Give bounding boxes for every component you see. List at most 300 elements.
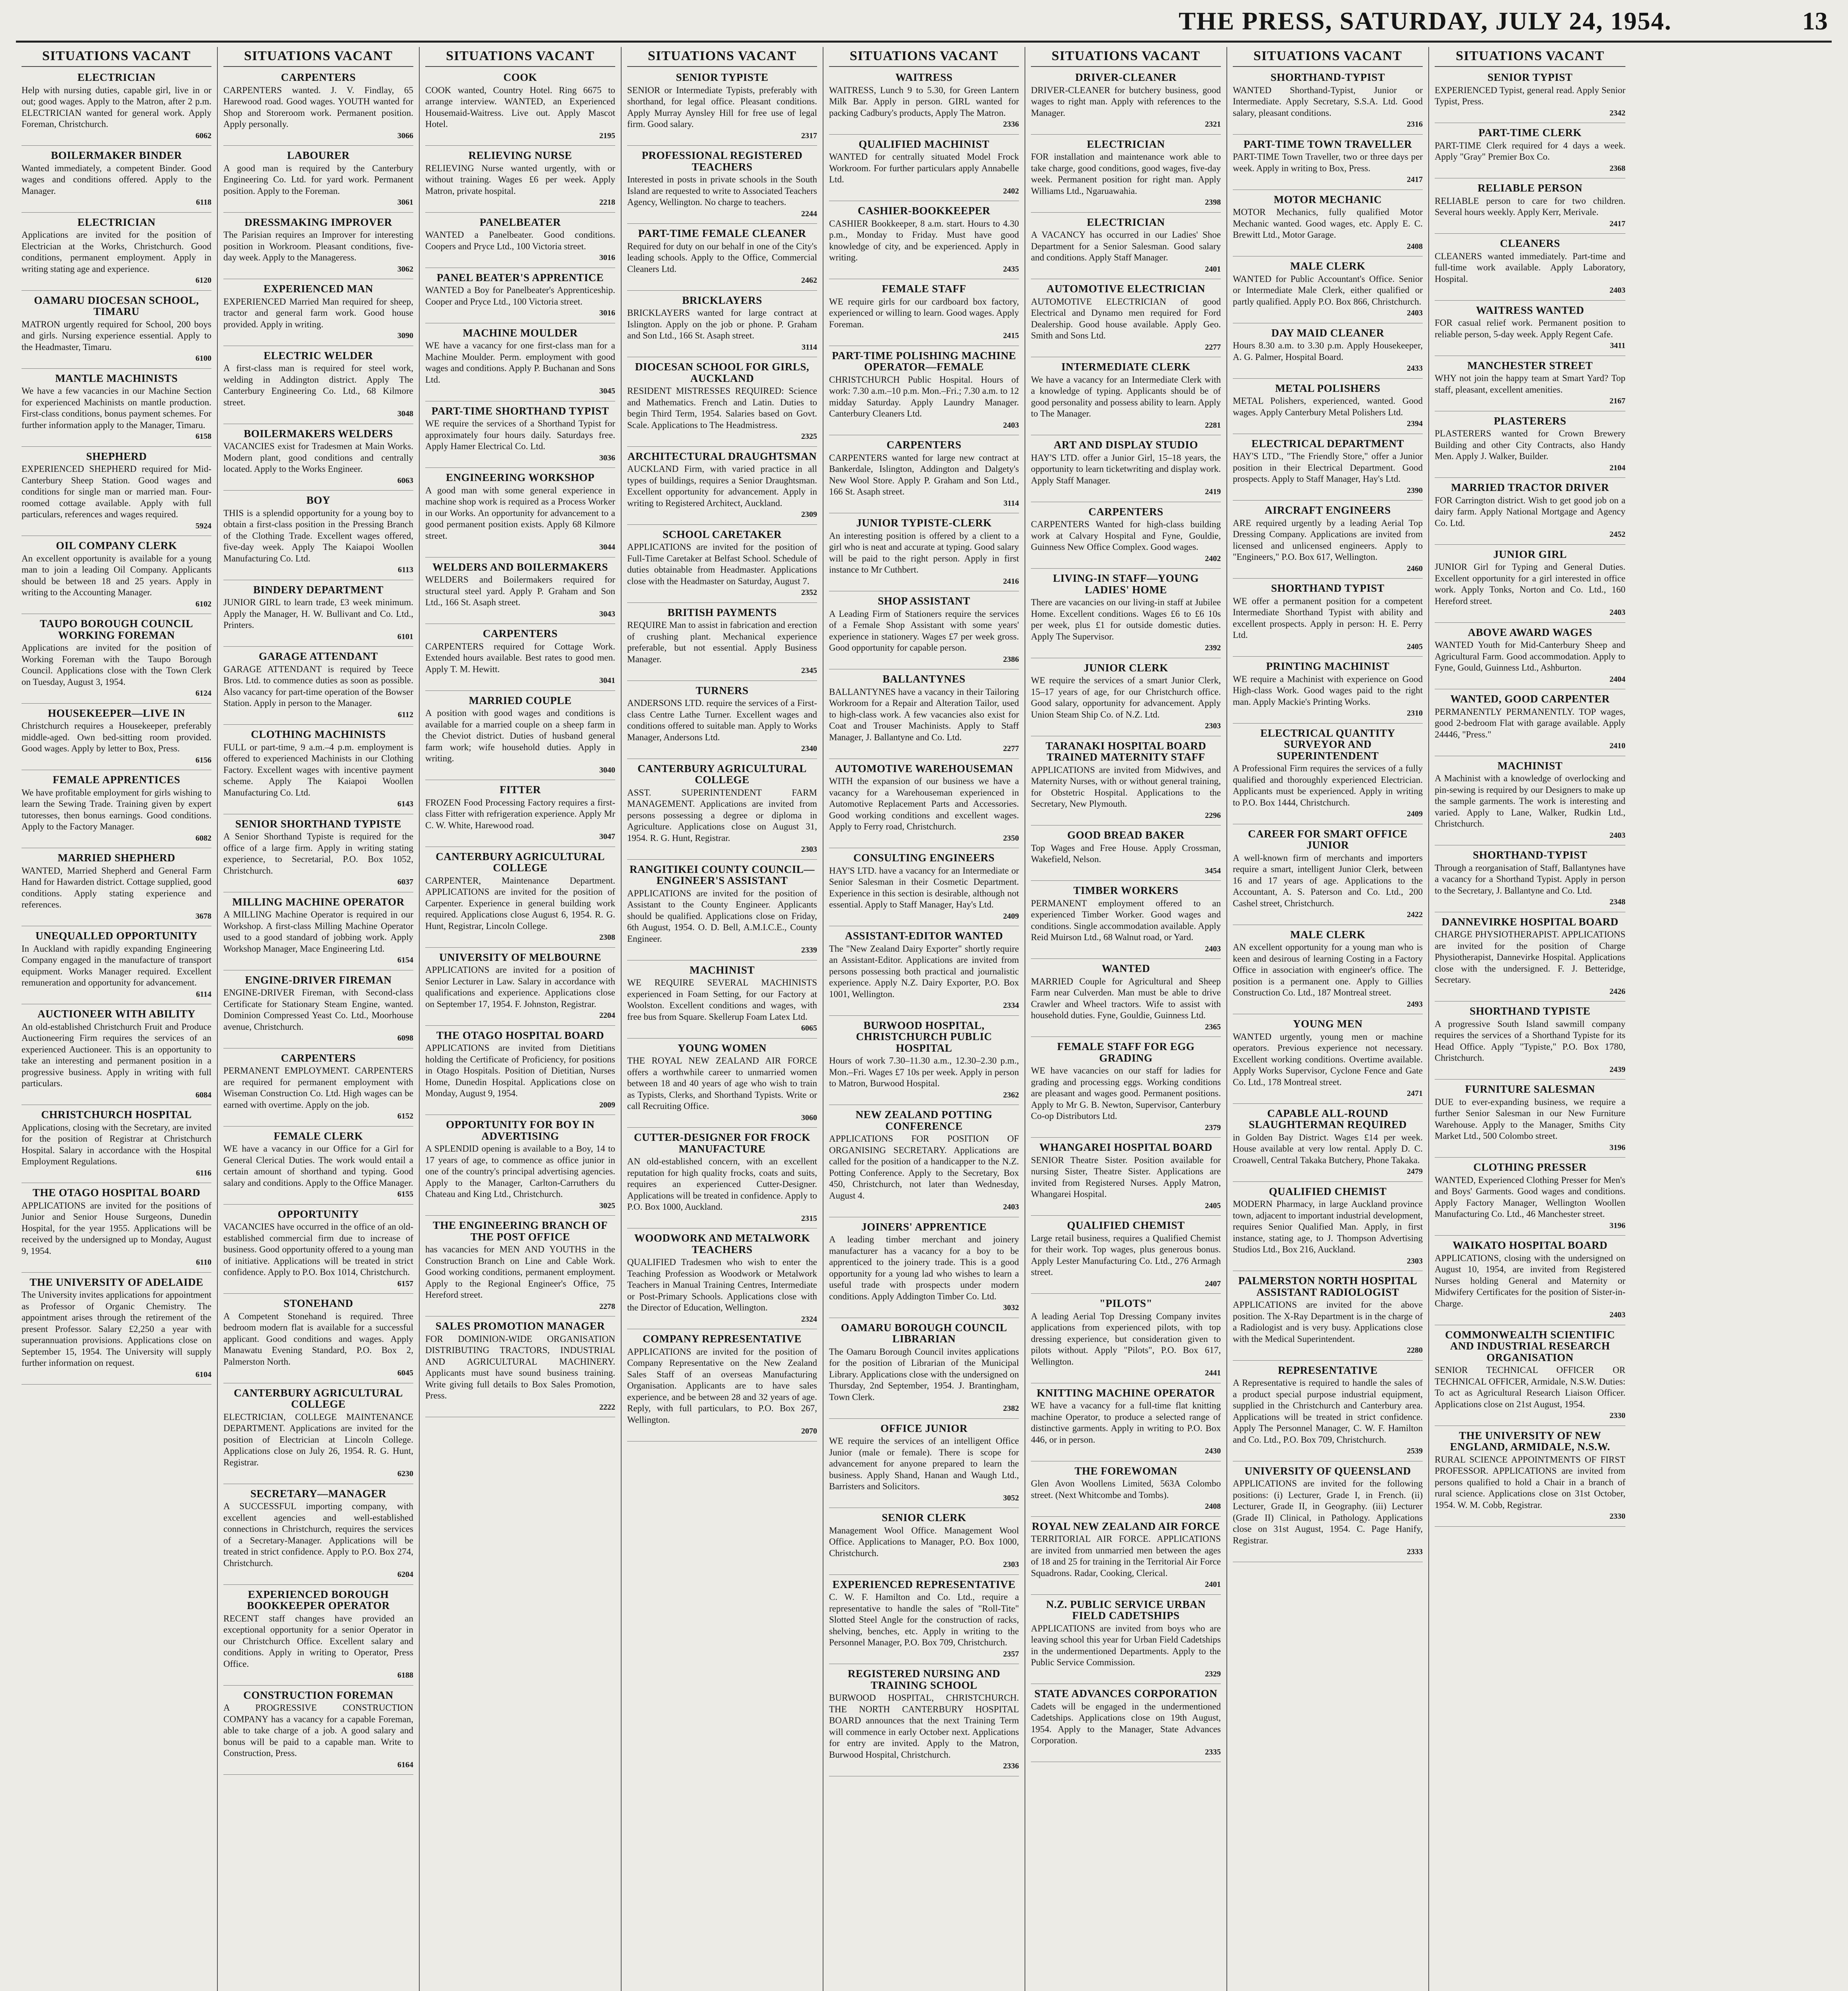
ad-body: APPLICATIONS are invited for the above position. The X-Ray Department is in the charge of a Radiologist and is very busy. Applications close with the Medical Superintendent. (1233, 1300, 1423, 1344)
ad-title: OPPORTUNITY FOR BOY IN ADVERTISING (446, 1119, 595, 1142)
ad-reference-number: 2417 (1407, 175, 1423, 184)
ad-title: CONSULTING ENGINEERS (853, 852, 995, 864)
ad-title: SENIOR CLERK (882, 1512, 966, 1524)
ad-title: AIRCRAFT ENGINEERS (1265, 504, 1391, 516)
classified-ad (829, 517, 1019, 591)
classified-ad (1233, 661, 1423, 724)
ad-reference-number: 6065 (801, 1024, 817, 1033)
column-heading: SITUATIONS VACANT (223, 49, 413, 67)
classified-ad (425, 1320, 615, 1417)
classified-ad (223, 651, 413, 725)
ad-title: FITTER (499, 784, 541, 796)
ad-title: COMMONWEALTH SCIENTIFIC AND INDUSTRIAL RESEARCH ORGANISATION (1445, 1328, 1615, 1363)
classified-ad (425, 561, 615, 624)
ad-title: CLEANERS (1500, 237, 1561, 249)
ad-body: PLASTERERS wanted for Crown Brewery Building and other City Contracts, also Handy Men. Apply J. Walker, Builder. (1435, 428, 1625, 461)
ad-title: TURNERS (696, 684, 749, 696)
ad-title: PART-TIME FEMALE CLEANER (638, 227, 806, 239)
ad-title: CARPENTERS (886, 439, 962, 451)
ad-reference-number: 3678 (196, 911, 211, 921)
ad-body: FROZEN Food Processing Factory requires a first-class Fitter with refrigeration experience. Apply Mr C. W. White, Harewood road. (425, 797, 615, 830)
ad-title: ELECTRICIAN (77, 71, 156, 83)
ad-body: An excellent opportunity is available for a young man to join a leading Oil Company. Applicants should be between 18 and 25 years. Apply in writing to the Accounting Manager. (22, 553, 211, 597)
ad-title: SALES PROMOTION MANAGER (435, 1320, 605, 1332)
ad-title: HOUSEKEEPER—LIVE IN (48, 707, 185, 719)
ad-body: FOR casual relief work. Permanent position to reliable person, 5-day week. Apply Regent Cafe. (1435, 318, 1625, 339)
ad-reference-number: 2402 (1003, 186, 1019, 196)
ad-reference-number: 2104 (1609, 463, 1625, 472)
classified-ad (1435, 760, 1625, 846)
classified-ad (829, 1109, 1019, 1217)
ad-title: MARRIED TRACTOR DRIVER (1451, 481, 1609, 493)
ad-reference-number: 3052 (1003, 1493, 1019, 1502)
ad-title: PART-TIME TOWN TRAVELLER (1243, 138, 1412, 150)
classified-ad (1031, 1688, 1221, 1762)
ad-title: UNIVERSITY OF QUEENSLAND (1244, 1465, 1411, 1477)
classified-ad (1233, 1186, 1423, 1271)
ad-body: SENIOR Theatre Sister. Position available for nursing Sister, Theatre Sister. Applications are invited from Registered Nurses. Apply Matron, Whangarei Hospital. (1031, 1155, 1221, 1199)
ad-reference-number: 2330 (1609, 1512, 1625, 1521)
ad-reference-number: 2296 (1205, 811, 1221, 820)
classified-ad (1031, 1387, 1221, 1461)
ad-body: Large retail business, requires a Qualified Chemist for their work. Top wages, plus generous bonus. Apply Lester Manufacturing Co. Ltd., 276 Armagh street. (1031, 1233, 1221, 1277)
ad-body: Christchurch requires a Housekeeper, preferably middle-aged. Own bed-sitting room provided. Good wages. Apply by letter to Box, Press. (22, 721, 211, 753)
ad-title: SCHOOL CARETAKER (662, 528, 782, 540)
ad-reference-number: 2329 (1205, 1669, 1221, 1678)
ad-reference-number: 2281 (1205, 420, 1221, 430)
ad-body: WANTED for Public Accountant's Office. Senior or Intermediate Male Clerk, either qualified or partly qualified. Apply P.O. Box 866, Christchurch. (1233, 274, 1423, 307)
ad-reference-number: 6157 (397, 1279, 413, 1288)
classified-ad (425, 217, 615, 268)
ad-title: QUALIFIED CHEMIST (1067, 1219, 1185, 1231)
ad-title: REPRESENTATIVE (1278, 1364, 1378, 1376)
classified-ad (1233, 260, 1423, 323)
ad-reference-number: 2422 (1407, 910, 1423, 919)
ad-title: CARPENTERS (281, 71, 356, 83)
classified-ad (1233, 1275, 1423, 1361)
ad-body: An interesting position is offered by a client to a girl who is neat and accurate at typing. Good salary will be paid to the right person. Apply in first instance to Mr Cuthbert. (829, 530, 1019, 575)
ad-body: BURWOOD HOSPITAL, CHRISTCHURCH. THE NORTH CANTERBURY HOSPITAL BOARD announces that the next Training Term will commence in early October next. Applications for entry are invited. Apply to the Matron, Burwood Hospital, Christchurch. (829, 1693, 1019, 1760)
ad-reference-number: 6102 (196, 599, 211, 608)
ad-title: NEW ZEALAND POTTING CONFERENCE (855, 1109, 993, 1132)
ad-reference-number: 6143 (397, 800, 413, 808)
ad-reference-number: 6113 (398, 565, 413, 574)
ad-body: CHRISTCHURCH Public Hospital. Hours of work: 7.30 a.m.–10 p.m. Mon.–Fri.; 7.30 a.m. to 12 midday Saturday. Apply Laundry Manager. Canterbury Cleaners Ltd. (829, 374, 1019, 419)
classified-ad (1435, 1005, 1625, 1080)
ad-body: A SPLENDID opening is available to a Boy, 14 to 17 years of age, to commence as office junior in one of the country's principal advertising agencies. Apply to the Manager, Carlton-Carruthers du Chateau and King Ltd., Christchurch. (425, 1144, 615, 1199)
ad-title: STONEHAND (283, 1297, 354, 1309)
ad-title: N.Z. PUBLIC SERVICE URBAN FIELD CADETSHIPS (1046, 1598, 1206, 1621)
ad-reference-number: 2439 (1609, 1065, 1625, 1074)
ad-reference-number: 2350 (1003, 833, 1019, 843)
ad-body: BALLANTYNES have a vacancy in their Tailoring Workroom for a Repair and Alteration Tailor, used to high-class work. A few vacancies also exist for Coat and Trouser Machinists. Apply to Staff Manager, J. Ballantyne and Co. Ltd. (829, 686, 1019, 742)
classified-ad (223, 495, 413, 580)
ad-body: METAL Polishers, experienced, wanted. Good wages. Apply Canterbury Metal Polishers Ltd. (1233, 396, 1423, 417)
ad-title: MARRIED COUPLE (469, 694, 572, 706)
ad-body: APPLICATIONS are invited for the following positions: (i) Lecturer, Grade I, in French. (ii) Lecturer, Grade II, in Geography. (iii) Lecturer (Grade II) Clinical, in Pathology. Applications close on 31st August, 1954. C. Page Hanify, Registrar. (1233, 1479, 1423, 1545)
ad-reference-number: 6188 (397, 1671, 413, 1680)
classified-ad (425, 472, 615, 557)
ad-reference-number: 2409 (1003, 911, 1019, 921)
ad-body: A leading timber merchant and joinery manufacturer has a vacancy for a boy to be apprenticed to the joinery trade. This is a good opportunity for a young lad who wishes to learn a useful trade with prospects under modern conditions. Apply Addington Timber Co. Ltd. (829, 1234, 1019, 1301)
ad-body: MARRIED Couple for Agricultural and Sheep Farm near Culverden. Man must be able to drive Crawler and Wheel tractors. Wife to assist with household duties. Fyne, Gouldie, Guinness Ltd. (1031, 976, 1221, 1020)
ad-reference-number: 2386 (1003, 655, 1019, 664)
ad-reference-number: 2321 (1205, 120, 1221, 129)
classified-ad (1031, 1599, 1221, 1684)
ad-title: CARPENTERS (483, 628, 558, 640)
ad-body: Applications, closing with the Secretary, are invited for the position of Registrar at Christchurch Hospital. Salary in accordance with the Hospital Employment Regulations. (22, 1122, 211, 1166)
ad-body: APPLICATIONS are invited for the position of Full-Time Caretaker at Belfast School. Schedule of duties obtainable from Headmaster. Applications close with the Headmaster on Saturday, August 7. (627, 542, 817, 586)
ad-reference-number: 2335 (1205, 1747, 1221, 1756)
ad-title: SENIOR TYPISTE (676, 71, 769, 83)
ad-body: WANTED for centrally situated Model Frock Workroom. For further particulars apply Annabelle Ltd. (829, 152, 1019, 184)
classified-ad (1435, 182, 1625, 234)
ad-body: WE have a vacancy for one first-class man for a Machine Moulder. Perm. employment with good wages and conditions. Apply P. Buchanan and Sons Ltd. (425, 340, 615, 385)
ad-body: WANTED Youth for Mid-Canterbury Sheep and Agricultural Farm. Good accommodation. Apply to Fyne, Gould, Guinness Ltd., Ashburton. (1435, 640, 1625, 673)
column-heading: SITUATIONS VACANT (1031, 49, 1221, 67)
ad-title: LIVING-IN STAFF—YOUNG LADIES' HOME (1053, 572, 1199, 596)
classified-ad (1435, 549, 1625, 623)
ad-reference-number: 6098 (397, 1034, 413, 1042)
ad-title: BOILERMAKERS WELDERS (244, 427, 393, 440)
ad-title: WAITRESS WANTED (1476, 304, 1584, 316)
classified-ad (425, 695, 615, 780)
ad-body: Required for duty on our behalf in one of the City's leading schools. Apply to the Office, Commercial Cleaners Ltd. (627, 241, 817, 274)
ad-body: Management Wool Office. Management Wool Office. Applications to Manager, P.O. Box 1000, Christchurch. (829, 1525, 1019, 1558)
ad-reference-number: 3090 (397, 331, 413, 340)
ad-body: A Machinist with a knowledge of overlocking and pin-sewing is required by our Designers to make up the sample garments. The work is interesting and varied. Apply to Lane, Walker, Rudkin Ltd., Christchurch. (1435, 773, 1625, 829)
classified-ad (627, 763, 817, 860)
classified-ad (1031, 72, 1221, 135)
classified-ad (627, 1132, 817, 1228)
classified-ad (1031, 1142, 1221, 1216)
classified-ad (425, 1220, 615, 1316)
classified-ad (627, 607, 817, 681)
ad-body: CARPENTERS wanted. J. V. Findlay, 65 Harewood road. Good wages. YOUTH wanted for Shop and Storeroom work. Permanent position. Apply personally. (223, 85, 413, 129)
ad-reference-number: 2404 (1609, 675, 1625, 684)
ad-body: Help with nursing duties, capable girl, live in or out; good wages. Apply to the Matron, after 2 p.m. ELECTRICIAN wanted for general work. Apply Foreman, Christchurch. (22, 85, 211, 129)
classified-ad (829, 673, 1019, 759)
ad-reference-number: 6204 (397, 1570, 413, 1579)
ad-body: The Parisian requires an Improver for interesting position in Workroom. Pleasant conditions, five-day week. Apply to the Manageress. (223, 230, 413, 262)
classified-ad (425, 150, 615, 213)
ad-reference-number: 6158 (196, 432, 211, 441)
ad-title: THE UNIVERSITY OF NEW ENGLAND, ARMIDALE, N.S.W. (1450, 1429, 1610, 1453)
classified-ad (223, 896, 413, 970)
ad-body: A first-class man is required for steel work, welding in Addington district. Apply The Canterbury Engineering Co. Ltd., 68 Kilmore street. (223, 363, 413, 407)
ad-reference-number: 2277 (1003, 744, 1019, 753)
classified-ad (1435, 849, 1625, 912)
column-heading: SITUATIONS VACANT (627, 49, 817, 67)
ad-reference-number: 6156 (196, 755, 211, 765)
ad-reference-number: 2362 (1003, 1090, 1019, 1099)
ad-reference-number: 2471 (1407, 1089, 1423, 1098)
ad-body: EXPERIENCED Married Man required for sheep, tractor and general farm work. Good house provided. Apply in writing. (223, 296, 413, 329)
ad-reference-number: 6104 (196, 1370, 211, 1379)
ad-title: THE OTAGO HOSPITAL BOARD (436, 1029, 604, 1041)
ad-body: MODERN Pharmacy, in large Auckland province town, adjacent to important industrial development, requires Senior Qualified Man. Apply, in first instance, stating age, to J. Thompson Advertising Studios Ltd., Box 216, Auckland. (1233, 1199, 1423, 1254)
classified-ad (1435, 305, 1625, 356)
ad-reference-number: 2403 (1609, 608, 1625, 617)
ad-reference-number: 2336 (1003, 1762, 1019, 1770)
classified-ad (1031, 740, 1221, 826)
classified-ad (1031, 1465, 1221, 1517)
ad-title: PROFESSIONAL REGISTERED TEACHERS (641, 149, 803, 173)
ad-body: RELIEVING Nurse wanted urgently, with or without training. Wages £6 per week. Apply Matron, private hospital. (425, 163, 615, 196)
ad-title: SENIOR SHORTHAND TYPISTE (235, 818, 402, 830)
ad-title: PART-TIME CLERK (1478, 127, 1582, 139)
ad-title: REGISTERED NURSING AND TRAINING SCHOOL (847, 1668, 1001, 1691)
ad-body: FOR Carrington district. Wish to get good job on a dairy farm. Apply National Mortgage and Agency Co. Ltd. (1435, 495, 1625, 528)
column-heading: SITUATIONS VACANT (1435, 49, 1625, 67)
ad-title: TIMBER WORKERS (1073, 884, 1179, 896)
classified-ad (1233, 728, 1423, 824)
classified-ad (829, 1579, 1019, 1664)
ad-title: PART-TIME SHORTHAND TYPIST (431, 405, 609, 417)
ad-body: A Competent Stonehand is required. Three bedroom modern flat is available for a successful applicant. Good conditions and wages. Apply Manawatu Evening Standard, P.O. Box 2, Palmerston North. (223, 1311, 413, 1367)
ad-title: JUNIOR GIRL (1493, 548, 1567, 560)
classified-ad (829, 1423, 1019, 1508)
classified-ad (627, 295, 817, 358)
ad-title: SECRETARY—MANAGER (250, 1487, 387, 1500)
ad-body: ASST. SUPERINTENDENT FARM MANAGEMENT. Applications are invited from persons possessing a degree or diploma in Agriculture. Applications close on August 31, 1954. R. G. Hunt, Registrar. (627, 787, 817, 843)
ad-title: COMPANY REPRESENTATIVE (642, 1333, 802, 1345)
ad-body: The "New Zealand Dairy Exporter" shortly require an Assistant-Editor. Applications are invited from persons possessing both practical and journalistic experience. Apply N.Z. Dairy Exporter, P.O. Box 1001, Wellington. (829, 943, 1019, 999)
ad-title: MACHINIST (1497, 759, 1563, 772)
ad-title: SHOP ASSISTANT (878, 595, 970, 607)
ad-reference-number: 2410 (1609, 741, 1625, 750)
classified-ad (1233, 929, 1423, 1015)
ad-body: WE require the services of a smart Junior Clerk, 15–17 years of age, for our Christchurch office. Good salary, opportunity for advancement. Apply Union Steam Ship Co. of N.Z. Ltd. (1031, 675, 1221, 720)
classified-ad (1233, 139, 1423, 190)
classified-ad (223, 974, 413, 1048)
ad-title: BINDERY DEPARTMENT (253, 583, 384, 596)
classified-ad (223, 1130, 413, 1205)
ad-body: WANTED, Married Shepherd and General Farm Hand for Hawarden district. Cottage supplied, good conditions. Apply stating experience and references. (22, 865, 211, 909)
ad-title: DIOCESAN SCHOOL FOR GIRLS, AUCKLAND (635, 361, 810, 384)
column-heading: SITUATIONS VACANT (1233, 49, 1423, 67)
classified-ad (829, 930, 1019, 1016)
classified-ad (1435, 415, 1625, 478)
ad-title: LABOURER (287, 149, 350, 161)
ad-body: FOR DOMINION-WIDE ORGANISATION DISTRIBUTING TRACTORS, INDUSTRIAL AND AGRICULTURAL MACHINERY. Applicants must have sound business training. Write giving full details to Box Sales Promotion, Press. (425, 1334, 615, 1400)
ad-reference-number: 2303 (1003, 1560, 1019, 1569)
classified-ad (22, 852, 211, 926)
ad-body: APPLICATIONS are invited for the position of Company Representative on the New Zealand Sales Staff of an overseas Manufacturing Organisation. Applicants are to have sales experience, and be between 28 and 32 years of age. Reply, with full particulars, to P.O. Box 267, Wellington. (627, 1346, 817, 1425)
ad-body: ELECTRICIAN, COLLEGE MAINTENANCE DEPARTMENT. Applications are invited for the position of Electrician at Lincoln College. Applications close on July 26, 1954. R. G. Hunt, Registrar. (223, 1412, 413, 1467)
ad-body: A Professional Firm requires the services of a fully qualified and thoroughly experienced Electrician. Applicants must be experienced. Apply in writing to P.O. Box 1444, Christchurch. (1233, 763, 1423, 808)
ad-body: in Golden Bay District. Wages £14 per week. House available at very low rental. Apply D. C. Croawell, Central Takaka Butchery, Phone Takaka. (1233, 1132, 1423, 1165)
ad-title: MILLING MACHINE OPERATOR (232, 896, 405, 908)
ad-reference-number: 6045 (397, 1369, 413, 1377)
ad-reference-number: 2218 (599, 198, 615, 207)
ad-reference-number: 6155 (397, 1190, 413, 1199)
classified-ad (425, 272, 615, 323)
ad-title: DRIVER-CLEANER (1075, 71, 1177, 83)
ad-body: A VACANCY has occurred in our Ladies' Shoe Department for a Senior Salesman. Good salary and conditions. Apply Staff Manager. (1031, 230, 1221, 262)
classified-ad (1031, 573, 1221, 658)
ad-title: DAY MAID CLEANER (1271, 327, 1385, 339)
ad-reference-number: 2333 (1407, 1547, 1423, 1556)
ad-body: CARPENTER, Maintenance Department. APPLICATIONS are invited for the position of Carpenter. Experience in general building work required. Applications close August 6, 1954. R. G. Hunt, Registrar, Lincoln College. (425, 875, 615, 931)
ad-reference-number: 2365 (1205, 1022, 1221, 1031)
ad-body: A MILLING Machine Operator is required in our Workshop. A first-class Milling Machine Operator used to a good standard of jobbing work. Apply Workshop Manager, Mace Engineering Ltd. (223, 909, 413, 954)
ad-title: WAITRESS (895, 71, 953, 83)
classified-ad (829, 205, 1019, 279)
ad-reference-number: 3044 (599, 543, 615, 552)
ad-body: WANTED urgently, young men or machine operators. Previous experience not necessary. Excellent working conditions. Overtime available. Apply Works Supervisor, Cyclone Fence and Gate Co. Ltd., 178 Montreal street. (1233, 1031, 1423, 1087)
ad-reference-number: 3454 (1205, 866, 1221, 875)
ad-body: C. W. F. Hamilton and Co. Ltd., require a representative to handle the sales of "Roll-Tite" Slotted Steel Angle for the construction of racks, shelving, benches, etc. Apply in writing to the Personnel Manager, P.O. Box 709, Christchurch. (829, 1592, 1019, 1647)
classified-ad (1233, 327, 1423, 379)
ad-body: WANTED a Panelbeater. Good conditions. Coopers and Pryce Ltd., 100 Victoria street. (425, 230, 615, 251)
ad-title: WELDERS AND BOILERMAKERS (432, 561, 608, 573)
ad-body: CLEANERS wanted immediately. Part-time and full-time work available. Apply Laboratory, Hospital. (1435, 251, 1625, 284)
ad-reference-number: 2303 (1407, 1256, 1423, 1265)
classified-ad (1435, 482, 1625, 545)
ad-title: OIL COMPANY CLERK (56, 540, 177, 552)
ad-reference-number: 2330 (1609, 1411, 1625, 1420)
ad-body: WE REQUIRE SEVERAL MACHINISTS experienced in Foam Setting, for our Factory at Woolston. Excellent conditions and wages, with free bus from Square. Skellerup Foam Latex Ltd. (627, 978, 817, 1022)
classified-ad (829, 595, 1019, 669)
classified-ad (627, 864, 817, 960)
ad-body: WHY not join the happy team at Smart Yard? Top staff, pleasant, excellent amenities. (1435, 373, 1625, 395)
classified-ad (1031, 506, 1221, 569)
classified-ad (223, 1690, 413, 1775)
ad-body: Hours of work 7.30–11.30 a.m., 12.30–2.30 p.m., Mon.–Fri. Wages £7 10s per week. Apply in person to Matron, Burwood Hospital. (829, 1056, 1019, 1088)
ad-reference-number: 6114 (196, 990, 211, 999)
ad-reference-number: 2070 (801, 1427, 817, 1436)
classified-ad (425, 405, 615, 468)
ad-reference-number: 3114 (1003, 499, 1019, 508)
ad-title: CANTERBURY AGRICULTURAL COLLEGE (234, 1387, 403, 1410)
ad-reference-number: 3062 (397, 264, 413, 274)
ad-reference-number: 2401 (1205, 264, 1221, 274)
ad-body: In Auckland with rapidly expanding Engineering Company engaged in the manufacture of transport equipment. Works Manager required. Excellent remuneration and opportunity for advancement. (22, 943, 211, 988)
classified-ad (22, 930, 211, 1004)
ad-reference-number: 6112 (398, 710, 413, 719)
ad-reference-number: 6120 (196, 276, 211, 285)
classified-ad (1031, 283, 1221, 357)
ad-body: PERMANENT employment offered to an experienced Timber Worker. Good wages and conditions. Single accommodation available. Apply Reid Muirson Ltd., 68 Walnut road, or Yard. (1031, 898, 1221, 942)
ad-body: HAY'S LTD. have a vacancy for an Intermediate or Senior Salesman in their Cosmetic Department. Experience in this section is desirable, although not essential. Apply to Staff Manager, Hay's Ltd. (829, 865, 1019, 909)
ad-reference-number: 2417 (1609, 219, 1625, 228)
ad-reference-number: 6100 (196, 354, 211, 363)
ad-body: BRICKLAYERS wanted for large contract at Islington. Apply on the job or phone. P. Graham and Son Ltd., 166 St. Asaph street. (627, 308, 817, 340)
ad-body: APPLICATIONS are invited for the position of Assistant to the County Engineer. Applicants should be qualified. Applications close on Friday, 6th August, 1954. O. D. Bell, A.M.I.C.E., County Engineer. (627, 888, 817, 944)
ad-body: QUALIFIED Tradesmen who wish to enter the Teaching Profession as Woodwork or Metalwork Teachers in Manual Training Centres, Intermediate or Post-Primary Schools. Applications close with the Director of Education, Wellington. (627, 1257, 817, 1312)
ad-body: APPLICATIONS are invited from boys who are leaving school this year for Urban Field Cadetships in the undermentioned Departments. Apply to the Public Service Commission. (1031, 1623, 1221, 1667)
classified-ad (1435, 916, 1625, 1002)
classified-ad (223, 1589, 413, 1686)
classified-ad (1435, 1240, 1625, 1325)
ad-reference-number: 2310 (1407, 709, 1423, 718)
classified-ad (1233, 583, 1423, 657)
ad-body: HAY'S LTD. offer a Junior Girl, 15–18 years, the opportunity to learn ticketwriting and display work. Apply Staff Manager. (1031, 452, 1221, 485)
classified-ad (22, 295, 211, 369)
classified-ad (223, 818, 413, 892)
classified-ad (22, 1008, 211, 1105)
masthead-rule (16, 41, 1832, 43)
classified-ad (425, 851, 615, 948)
ad-reference-number: 2462 (801, 276, 817, 285)
ad-body: A position with good wages and conditions is available for a married couple on a sheep farm in the Cheviot district. Duties of husband general farm work; wife household duties. Apply in writing. (425, 708, 615, 763)
ad-title: MACHINIST (689, 964, 755, 976)
classified-ad (627, 1042, 817, 1128)
ad-title: FEMALE STAFF FOR EGG GRADING (1057, 1040, 1195, 1064)
classified-ad (425, 784, 615, 847)
classified-ad (22, 618, 211, 704)
ad-reference-number: 3196 (1609, 1221, 1625, 1230)
ad-reference-number: 2435 (1003, 264, 1019, 274)
classified-ad (1233, 194, 1423, 257)
classified-ad (627, 685, 817, 759)
ad-body: CHARGE PHYSIOTHERAPIST. APPLICATIONS are invited for the position of Charge Physiotherapist, Dannevirke Hospital. Applications close with the undersigned. F. J. Betteridge, Secretary. (1435, 929, 1625, 985)
ad-body: GARAGE ATTENDANT is required by Teece Bros. Ltd. to commence duties as soon as possible. Also vacancy for part-time operation of the Bowser Station. Apply in person to the Manager. (223, 664, 413, 708)
ad-title: DANNEVIRKE HOSPITAL BOARD (1441, 915, 1619, 928)
ad-title: MALE CLERK (1290, 260, 1365, 272)
ad-body: PART-TIME Town Traveller, two or three days per week. Apply in writing to Box, Press. (1233, 152, 1423, 173)
ad-body: SENIOR TECHNICAL OFFICER OR TECHNICAL OFFICER, Armidale, N.S.W. Duties: To act as Agricultural Research Liaison Officer. Applications close on 21st August, 1954. (1435, 1365, 1625, 1409)
ad-body: WAITRESS, Lunch 9 to 5.30, for Green Lantern Milk Bar. Apply in person. GIRL wanted for packing Cadbury's products, Apply The Matron. (829, 85, 1019, 118)
ad-body: APPLICATIONS are invited for the positions of Junior and Senior House Surgeons, Dunedin Hospital, for the year 1955. Applications will be received by the undersigned up to Monday, August 9, 1954. (22, 1200, 211, 1256)
classified-ad (1031, 1521, 1221, 1595)
ad-body: DRIVER-CLEANER for butchery business, good wages to right man. Apply with references to the Manager. (1031, 85, 1221, 118)
ad-body: APPLICATIONS FOR POSITION OF ORGANISING SECRETARY. Applications are called for the position of a handicapper to the N.Z. Potting Conference. Apply to the Secretary, Box 450, Christchurch, not later than Wednesday, August 4. (829, 1134, 1019, 1201)
ad-body: Cadets will be engaged in the undermentioned Cadetships. Applications close on 19th August, 1954. Apply to the Manager, State Advances Corporation. (1031, 1701, 1221, 1745)
ad-title: DRESSMAKING IMPROVER (244, 216, 392, 228)
ad-body: COOK wanted, Country Hotel. Ring 6675 to arrange interview. WANTED, an Experienced Housemaid-Waitress. Live out. Apply Mascot Hotel. (425, 85, 615, 129)
classified-ad (1233, 505, 1423, 579)
ad-reference-number: 2278 (599, 1302, 615, 1311)
column-heading: SITUATIONS VACANT (829, 49, 1019, 67)
classified-ad (1233, 1108, 1423, 1182)
classified-column (16, 47, 218, 1991)
ad-body: Through a reorganisation of Staff, Ballantynes have a vacancy for a Shorthand Typist. Apply in person to the Secretary, J. Ballantyne and Co. Ltd. (1435, 863, 1625, 896)
classified-ad (425, 952, 615, 1026)
ad-reference-number: 2394 (1407, 419, 1423, 428)
ad-title: TARANAKI HOSPITAL BOARD TRAINED MATERNITY STAFF (1045, 739, 1207, 763)
ad-body: An old-established Christchurch Fruit and Produce Auctioneering Firm requires the services of an experienced Auctioneer. This is an opportunity to take an interesting and permanent position in a progressive business. Apply in writing with full particulars. (22, 1021, 211, 1088)
ad-title: THE FOREWOMAN (1074, 1465, 1177, 1477)
ad-title: WANTED, GOOD CARPENTER (1450, 693, 1610, 705)
ad-reference-number: 2398 (1205, 198, 1221, 207)
ad-title: BRITISH PAYMENTS (667, 606, 777, 618)
ad-body: JUNIOR Girl for Typing and General Duties. Excellent opportunity for a girl interested in office work. Apply Tonks, Norton and Co. Ltd., 160 Hereford street. (1435, 562, 1625, 606)
ad-title: ART AND DISPLAY STUDIO (1054, 439, 1198, 451)
ad-reference-number: 6116 (196, 1168, 211, 1177)
ad-body: The University invites applications for appointment as Professor of Organic Chemistry. The appointment arises through the retirement of the present Professor. Salary £2,250 a year with superannuation provisions. Applications close on September 15, 1954. The University will supply further information on request. (22, 1290, 211, 1368)
ad-body: WE have vacancies on our staff for ladies for grading and processing eggs. Working conditions are pleasant and wages good. Permanent positions. Apply to Mr G. B. Newton, Supervisor, Canterbury Co-op Distributors Ltd. (1031, 1066, 1221, 1121)
classified-ad (22, 451, 211, 536)
ad-body: has vacancies for MEN AND YOUTHS in the Construction Branch on Line and Cable Work. Good working conditions, permanent employment. Apply to the Regional Engineer's Office, 75 Hereford street. (425, 1244, 615, 1300)
classified-ad (1031, 361, 1221, 435)
classified-ad (1031, 1298, 1221, 1383)
ad-body: RELIABLE person to care for two children. Several hours weekly. Apply Kerr, Merivale. (1435, 196, 1625, 217)
classified-ad (829, 350, 1019, 436)
classified-ad (1435, 72, 1625, 123)
classified-ad (1435, 1162, 1625, 1236)
ad-title: CAPABLE ALL-ROUND SLAUGHTERMAN REQUIRED (1249, 1107, 1407, 1130)
classified-column (1025, 47, 1227, 1991)
classified-columns (16, 47, 1832, 1991)
classified-ad (223, 1298, 413, 1383)
ad-body: EXPERIENCED Typist, general read. Apply Senior Typist, Press. (1435, 85, 1625, 106)
ad-reference-number: 2403 (1003, 1203, 1019, 1211)
classified-ad (1233, 828, 1423, 925)
classified-ad (1031, 829, 1221, 881)
classified-ad (829, 1020, 1019, 1105)
